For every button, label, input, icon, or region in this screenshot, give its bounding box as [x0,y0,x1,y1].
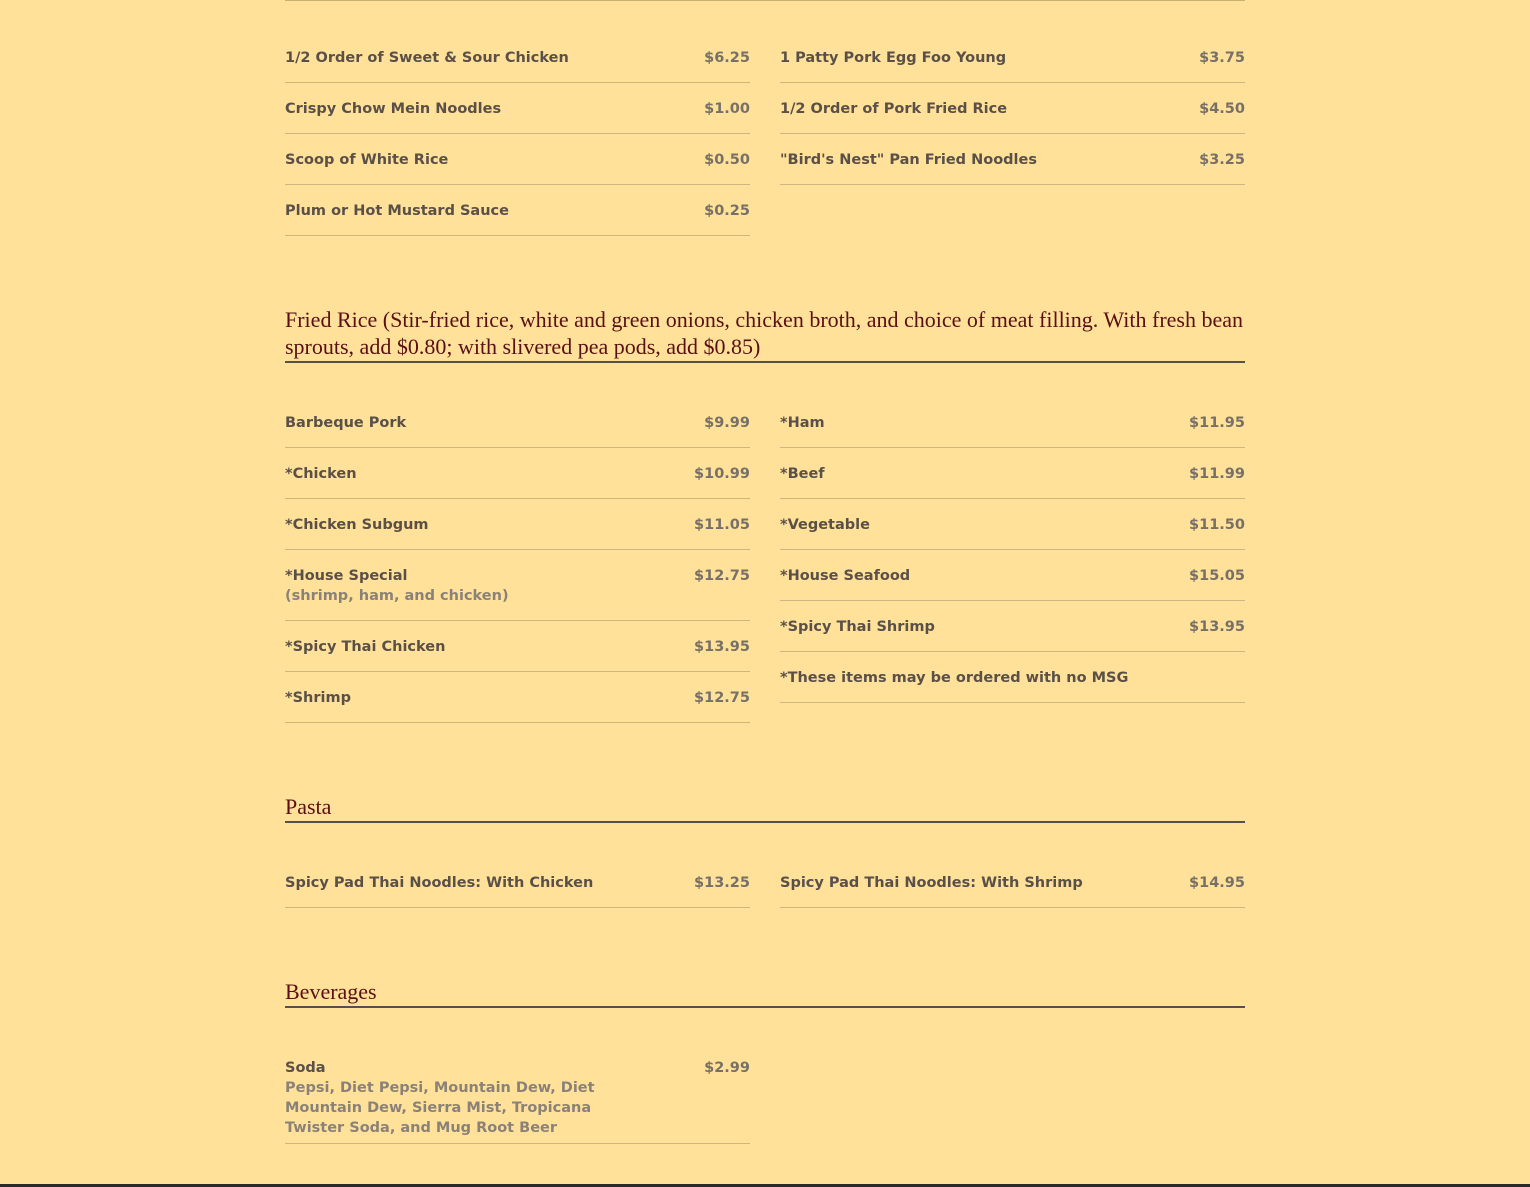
menu-item [285,134,750,185]
item-price: $2.99 [704,1060,750,1076]
item-name: Crispy Chow Mein Noodles [285,101,502,117]
menu-item [285,621,750,672]
item-name: Spicy Pad Thai Noodles: With Chicken [285,875,594,891]
item-price: $11.95 [1189,415,1245,431]
item-price: $11.50 [1189,517,1245,533]
item-name: "Bird's Nest" Pan Fried Noodles [780,152,1037,168]
menu-item [780,83,1245,134]
item-price: $3.25 [1199,152,1245,168]
section-title-beverages: Beverages [285,978,1245,1008]
item-name: 1 Patty Pork Egg Foo Young [780,50,1007,66]
item-name: Spicy Pad Thai Noodles: With Shrimp [780,875,1083,891]
item-price: $6.25 [704,50,750,66]
fried-rice-right-column [780,397,1245,703]
pasta-right-column [780,857,1245,908]
item-name: Plum or Hot Mustard Sauce [285,203,509,219]
item-name: 1/2 Order of Sweet & Sour Chicken [285,50,569,66]
pasta-left-column [285,857,750,908]
item-price: $10.99 [694,466,750,482]
item-price: $14.95 [1189,875,1245,891]
sides-right-column [780,32,1245,185]
item-name: *Spicy Thai Chicken [285,639,446,655]
item-name: *Vegetable [780,517,870,533]
item-price: $12.75 [694,568,750,584]
menu-item [285,448,750,499]
beverages-left-column [285,1042,750,1144]
sides-left-column [285,32,750,236]
menu-item [285,1042,750,1144]
msg-note [780,652,1245,703]
item-price: $9.99 [704,415,750,431]
item-name: *Ham [780,415,825,431]
menu-item [285,185,750,236]
menu-item [780,550,1245,601]
item-price: $0.25 [704,203,750,219]
menu-item [780,448,1245,499]
menu-item [780,134,1245,185]
item-price: $1.00 [704,101,750,117]
menu-item [285,672,750,723]
menu-item [780,601,1245,652]
item-name: *Shrimp [285,690,351,706]
item-name: *House Special [285,568,408,584]
menu-item [780,499,1245,550]
item-price: $15.05 [1189,568,1245,584]
section-title-pasta: Pasta [285,793,1245,823]
menu-item [285,550,750,621]
item-description: (shrimp, ham, and chicken) [285,588,509,604]
menu-item [285,857,750,908]
item-name: Scoop of White Rice [285,152,449,168]
item-price: $0.50 [704,152,750,168]
item-price: $13.95 [694,639,750,655]
item-name: *Spicy Thai Shrimp [780,619,935,635]
item-name: *Chicken Subgum [285,517,429,533]
item-price: $13.95 [1189,619,1245,635]
item-price: $13.25 [694,875,750,891]
menu-item [780,32,1245,83]
item-price: $3.75 [1199,50,1245,66]
item-name: Soda [285,1060,326,1076]
menu-item [285,499,750,550]
item-description: Pepsi, Diet Pepsi, Mountain Dew, Diet Mountain Dew, Sierra Mist, Tropicana Twister Soda, and Mug Root Beer [285,1080,595,1136]
menu-item [780,397,1245,448]
fried-rice-left-column [285,397,750,723]
item-name: *Beef [780,466,825,482]
item-price: $4.50 [1199,101,1245,117]
item-name: *House Seafood [780,568,911,584]
menu-item [285,83,750,134]
item-price: $12.75 [694,690,750,706]
menu-item [285,397,750,448]
item-name: *Chicken [285,466,357,482]
item-price: $11.99 [1189,466,1245,482]
item-price: $11.05 [694,517,750,533]
top-divider [285,0,1245,1]
menu-item [780,857,1245,908]
section-title-fried-rice: Fried Rice (Stir-fried rice, white and green onions, chicken broth, and choice of meat filling. With fresh bean sprouts, add $0.80; with slivered pea pods, add $0.85) [285,306,1245,363]
menu-item [285,32,750,83]
item-name: *These items may be ordered with no MSG [780,670,1129,686]
item-name: 1/2 Order of Pork Fried Rice [780,101,1008,117]
item-name: Barbeque Pork [285,415,407,431]
